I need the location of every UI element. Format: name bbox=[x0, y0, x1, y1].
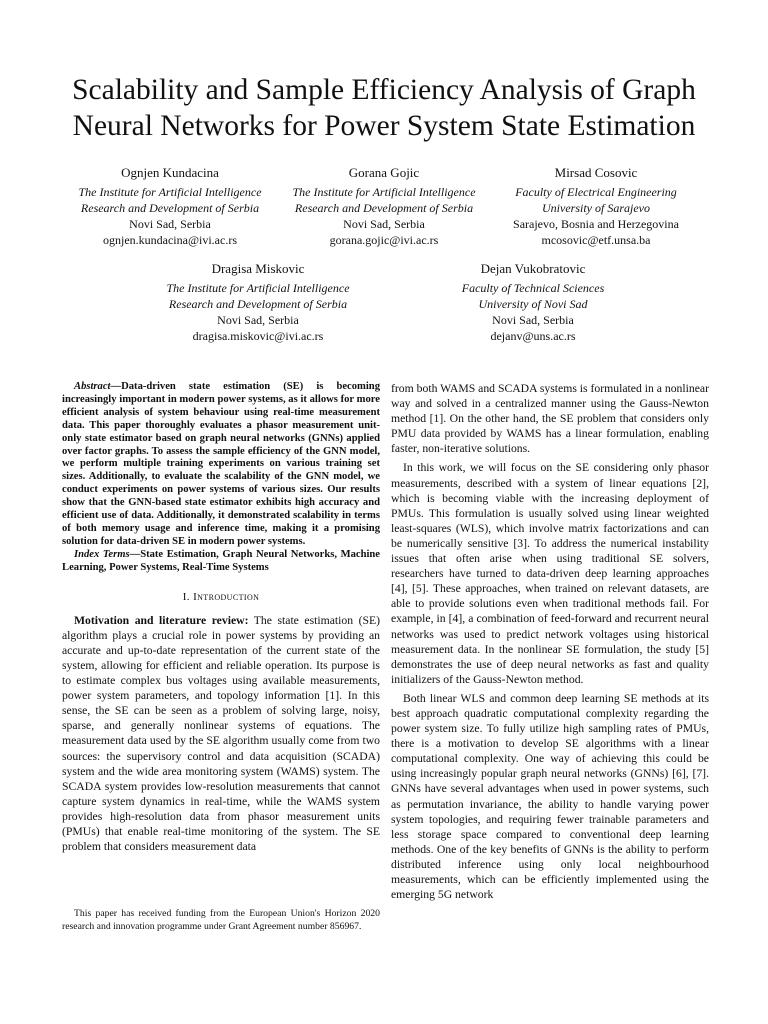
author-affiliation: The Institute for Artificial Intelligence bbox=[292, 185, 476, 199]
title-line-1: Scalability and Sample Efficiency Analysis of Graph bbox=[72, 74, 696, 106]
title-line-2: Neural Networks for Power System State Estimation bbox=[72, 110, 696, 142]
author-location: Sarajevo, Bosnia and Herzegovina bbox=[513, 217, 679, 231]
index-terms-text: —State Estimation, Graph Neural Networks, Machine Learning, Power Systems, Real-Time Systems bbox=[62, 548, 380, 573]
author-affiliation: Research and Development of Serbia bbox=[80, 201, 260, 215]
author-email[interactable]: mcosovic@etf.unsa.ba bbox=[541, 233, 651, 247]
intro-paragraph-continued: from both WAMS and SCADA systems is formulated in a nonlinear way and solved in a centralized manner using the Gauss-Newton method [1]. On the other hand, the SE problem that considers only PMU data provided by WAMS has a linear formulation, enabling faster, non-iterative solutions. bbox=[391, 382, 709, 456]
author-block-1 bbox=[60, 164, 280, 248]
author-block-2 bbox=[274, 164, 494, 248]
author-block-5 bbox=[423, 260, 643, 344]
abstract-text: —Data-driven state estimation (SE) is becoming increasingly important in modern power systems, as it allows for more efficient analysis of system behaviour using real-time measurement data. This paper thoroughly evaluates a phasor measurement unit-only state estimator based on graph neural networks (GNNs) applied over factor graphs. To assess the sample efficiency of the GNN model, we perform multiple training experiments on various training set sizes. Additionally, to evaluate the scalability of the GNN model, we conduct experiments on power systems of various sizes. Our results show that the GNN-based state estimator exhibits high accuracy and efficient use of data. Additionally, it demonstrated scalability in terms of both memory usage and inference time, making it a promising solution for data-driven SE in modern power systems. bbox=[62, 381, 380, 547]
author-affiliation: The Institute for Artificial Intelligence bbox=[166, 281, 350, 295]
author-email[interactable]: ognjen.kundacina@ivi.ac.rs bbox=[102, 233, 237, 247]
intro-text: The state estimation (SE) algorithm plays a crucial role in power systems by providing an accurate and up-to-date representation of the current state of the system, allowing for efficient and reliable operation. Its purpose is to estimate complex bus voltages using available measurements, power system parameters, and topology information [1]. In this sense, the SE can be seen as a problem of solving large, noisy, sparse, and generally nonlinear systems of equations. The measurement data used by the SE algorithm usually come from two sources: the supervisory control and data acquisition (SCADA) system and the wide area monitoring system (WAMS) system. The SCADA system provides low-resolution measurements that cannot capture system dynamics in real-time, while the WAMS system provides high-resolution data from phasor measurement units (PMUs) that enable real-time monitoring of the system. The SE problem that considers measurement data bbox=[62, 613, 380, 854]
author-affiliation: Faculty of Electrical Engineering bbox=[515, 185, 677, 199]
runin-heading: Motivation and literature review: bbox=[74, 613, 249, 627]
author-location: Novi Sad, Serbia bbox=[343, 217, 425, 231]
author-name: Dejan Vukobratovic bbox=[480, 261, 586, 276]
author-email[interactable]: dragisa.miskovic@ivi.ac.rs bbox=[192, 329, 324, 343]
author-block-4 bbox=[148, 260, 368, 344]
section-title: Introduction bbox=[193, 590, 260, 603]
intro-paragraph-1 bbox=[62, 613, 380, 855]
abstract-label: Abstract bbox=[74, 381, 111, 392]
author-affiliation: Research and Development of Serbia bbox=[294, 201, 474, 215]
author-affiliation: The Institute for Artificial Intelligence bbox=[78, 185, 262, 199]
author-location: Novi Sad, Serbia bbox=[492, 313, 574, 327]
intro-paragraph-3: Both linear WLS and common deep learning SE methods at its best approach quadratic computational complexity regarding the power system size. To fully utilize high sampling rates of PMUs, there is a motivation to develop SE algorithms with a linear computational complexity. One way of achieving this could be using increasingly popular graph neural networks (GNNs) [6], [7]. GNNs have several advantages when used in power systems, such as permutation invariance, the ability to handle varying power system topologies, and requiring fewer trainable parameters and less storage space compared to conventional deep learning methods. One of the key benefits of GNNs is the ability to perform distributed inference using only local neighbourhood measurements, which can be efficiently implemented using the emerging 5G network bbox=[391, 691, 709, 902]
intro-paragraph-2: In this work, we will focus on the SE considering only phasor measurements, described with a system of linear equations [2], which is becoming viable with the increasing deployment of PMUs. This formulation is usually solved using linear weighted least-squares (WLS), which involve matrix factorizations and can be numerically sensitive [3]. To address the numerical instability issues that often arise when using traditional SE solvers, researchers have turned to data-driven deep learning approaches [4], [5]. These approaches, when trained on relevant datasets, are able to provide solutions even when traditional methods fail. For example, in [4], a combination of feed-forward and recurrent neural networks was used to predict network voltages using historical measurement data. In the nonlinear SE formulation, the study [5] demonstrates the use of deep neural networks as fast and quality initializers of the Gauss-Newton method. bbox=[391, 461, 709, 686]
section-heading bbox=[62, 590, 380, 605]
paper-title bbox=[40, 72, 728, 144]
author-affiliation: Research and Development of Serbia bbox=[168, 297, 348, 311]
section-number: I. bbox=[182, 590, 190, 603]
author-name: Gorana Gojic bbox=[348, 165, 420, 180]
left-column bbox=[62, 381, 380, 854]
author-affiliation: Faculty of Technical Sciences bbox=[461, 281, 605, 295]
author-block-3 bbox=[486, 164, 706, 248]
author-email[interactable]: gorana.gojic@ivi.ac.rs bbox=[329, 233, 439, 247]
author-name: Ognjen Kundacina bbox=[121, 165, 219, 180]
author-location: Novi Sad, Serbia bbox=[129, 217, 211, 231]
index-terms bbox=[62, 549, 380, 575]
author-email[interactable]: dejanv@uns.ac.rs bbox=[490, 329, 576, 343]
author-location: Novi Sad, Serbia bbox=[217, 313, 299, 327]
author-affiliation: University of Novi Sad bbox=[478, 297, 588, 311]
index-terms-label: Index Terms bbox=[74, 548, 130, 560]
author-name: Mirsad Cosovic bbox=[554, 165, 638, 180]
abstract bbox=[62, 381, 380, 549]
right-column bbox=[391, 381, 709, 902]
author-name: Dragisa Miskovic bbox=[211, 261, 305, 276]
author-affiliation: University of Sarajevo bbox=[542, 201, 650, 215]
funding-footnote: This paper has received funding from the European Union's Horizon 2020 research and innovation programme under Grant Agreement number 856967. bbox=[62, 908, 380, 932]
